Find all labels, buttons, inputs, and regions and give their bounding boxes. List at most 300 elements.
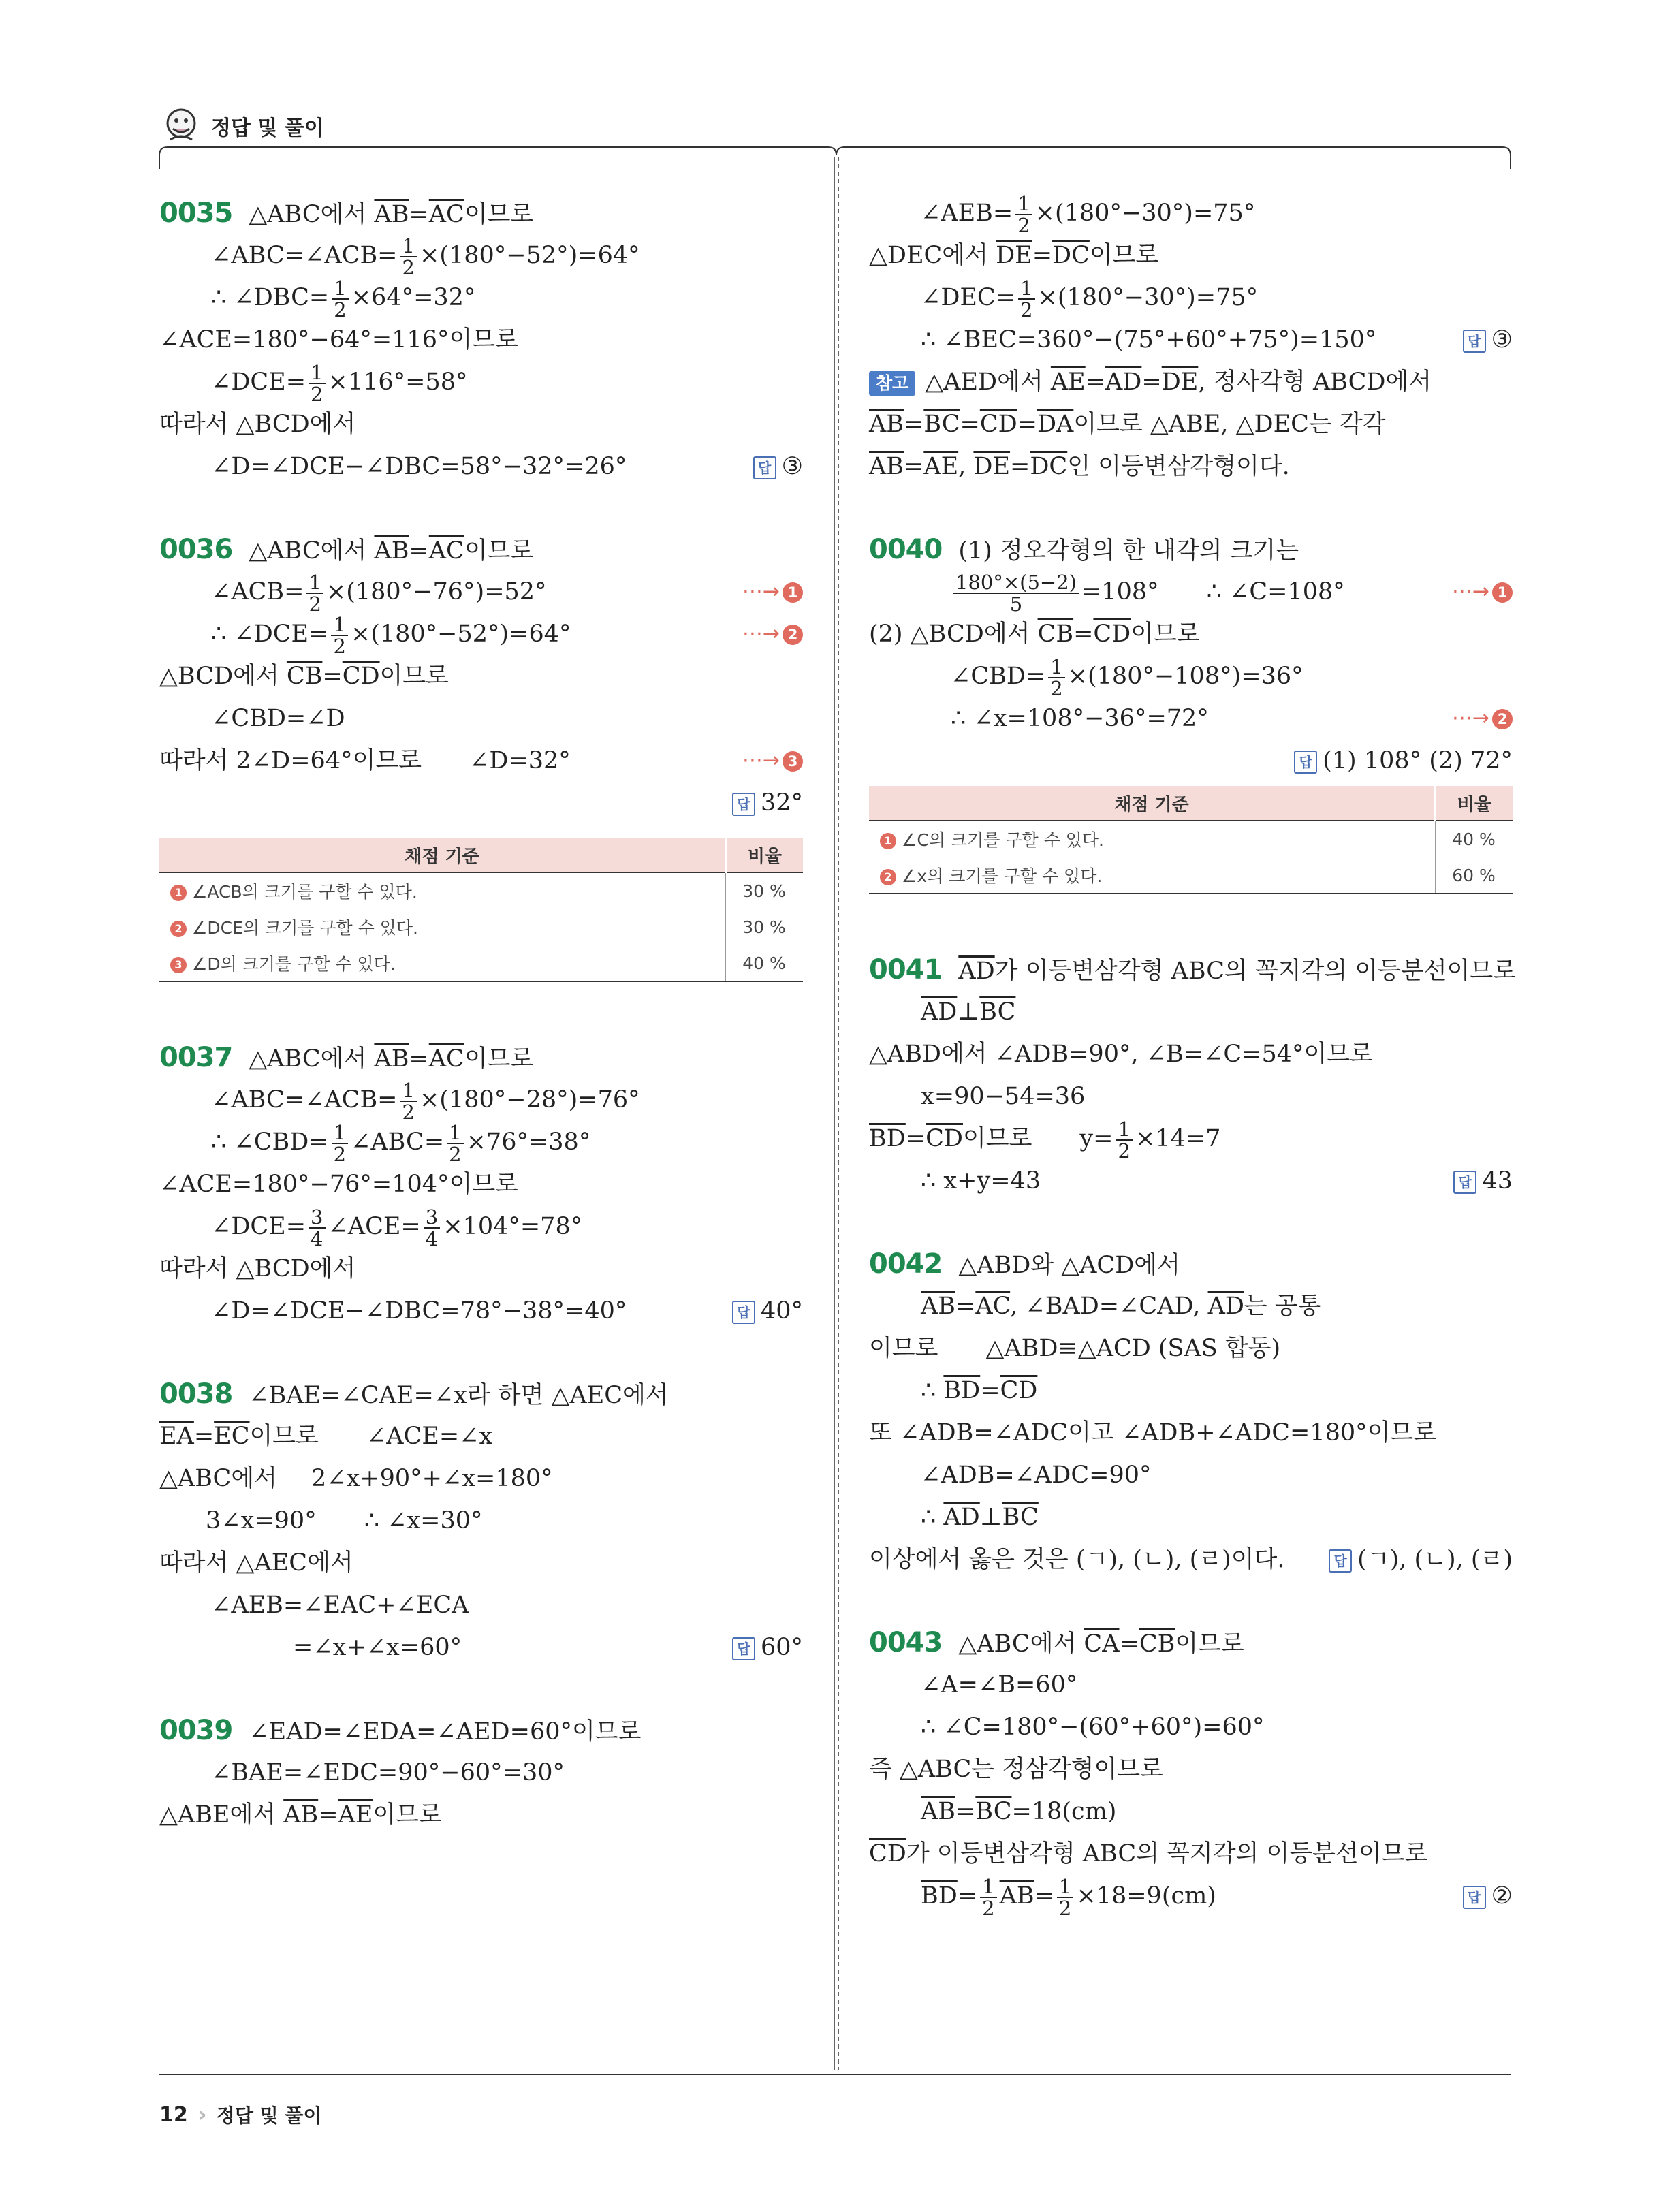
segment: $\overline{DA}$ [1037,411,1074,438]
text: △ABC에서 [249,201,375,228]
text: =108° [1081,578,1159,605]
segment: $\overline{DC}$ [1030,453,1068,480]
text: 이므로 [962,1125,1032,1152]
solution-line [159,1415,803,1457]
step-number: 2 [1492,709,1513,729]
fraction [400,1080,417,1122]
left-column [159,192,803,1836]
segment: $\overline{BC}$ [1002,1504,1039,1531]
spacer [869,1202,1513,1243]
text: = [1141,368,1162,396]
text: ∴ ∠x=108°−36°=72° [951,705,1209,732]
answer-value: 43 [1482,1167,1513,1195]
segment: $\overline{CA}$ [1084,1630,1120,1658]
fraction [1048,654,1064,700]
text: ∠ABC=∠ACB= [211,1086,398,1113]
table-row [159,909,803,945]
page-footer [159,2098,322,2132]
text: ∴ ∠x=30° [364,1507,483,1534]
numerator: 1 [306,572,323,594]
answer [732,782,803,824]
solution-line [869,991,1513,1033]
segment: $\overline{AB}$ [374,537,409,565]
text: ∠ABC= [351,1128,445,1156]
chevron-right-icon: › [197,2101,207,2128]
text: ∠ACE= [328,1213,421,1240]
solution-line: ∠ADB=∠ADC=90° [921,1462,1152,1489]
solution-line: ∠AEB=∠EAC+∠ECA [211,1592,469,1619]
segment: $\overline{DE}$ [1161,368,1199,396]
segment: $\overline{BC}$ [923,411,960,438]
denominator: 2 [1017,213,1030,237]
reference-note [869,403,1513,445]
step-number: 3 [170,957,187,973]
step-marker: ⋯→ 2 [1452,697,1513,740]
problem-number: 0037 [159,1042,233,1073]
fraction [309,362,325,405]
segment: $\overline{AD}$ [1207,1293,1244,1320]
step-number: 3 [783,751,803,772]
fraction [424,1207,440,1249]
text: = [904,453,924,480]
solution-line [159,1626,803,1669]
solution-line [869,1790,1513,1833]
answer-tag-icon: 답 [732,1301,755,1324]
numerator: 3 [424,1207,440,1229]
denominator: 2 [1058,1896,1072,1920]
table-cell: 30 % [726,909,804,945]
text: △AED에서 [925,368,1051,396]
answer [1453,1160,1513,1202]
reference-note [869,445,1513,488]
segment: $\overline{AE}$ [338,1801,373,1829]
spacer [159,996,803,1037]
text: ×76°=38° [466,1128,591,1156]
text: = [193,1423,215,1450]
solution-line [159,1205,803,1248]
solution-line: ∠BAE=∠EDC=90°−60°=30° [211,1759,565,1786]
text: △ABC에서 [958,1630,1084,1658]
table-cell: 30 % [726,872,804,909]
solution-line: ∴ ∠C=180°−(60°+60°)=60° [921,1713,1265,1741]
segment: $\overline{AE}$ [1050,368,1086,396]
step-number: 1 [783,582,803,603]
table-cell [159,872,726,909]
segment: $\overline{AC}$ [428,201,464,228]
problem-0040 [869,528,1513,894]
solution-line [869,570,1513,616]
solution-line [159,1037,803,1079]
segment: $\overline{CD}$ [342,663,380,690]
text: = [905,1125,926,1152]
text: ∠AEB= [921,200,1013,227]
text: = [1017,411,1037,438]
text: 이므로 [379,663,449,690]
answer-value: ③ [1491,326,1513,353]
character-mascot-icon [161,106,202,146]
segment: $\overline{BC}$ [975,1798,1012,1825]
problem-number: 0035 [159,198,233,229]
segment: $\overline{AD}$ [943,1504,980,1531]
footer-title: 정답 및 풀이 [216,2104,322,2127]
table-cell: 40 % [1436,821,1513,857]
segment: $\overline{BC}$ [979,998,1016,1026]
solution-line: ∠ACE=180°−64°=116°이므로 [159,326,518,353]
solution-line [869,1622,1513,1664]
text: △BCD에서 [159,663,287,690]
solution-line [869,319,1513,361]
segment: $\overline{CD}$ [1000,1377,1038,1404]
solution-line [159,655,803,697]
solution-line [869,1160,1513,1202]
answer-tag-icon: 답 [732,1637,755,1660]
text: ∴ ∠C=108° [1206,578,1345,605]
solution-line: ∠CBD=∠D [211,705,345,732]
fraction [1116,1119,1133,1161]
numerator: 1 [1116,1119,1133,1141]
segment: $\overline{AC}$ [975,1293,1011,1320]
text: = [980,1377,1000,1404]
text: ×(180°−30°)=75° [1034,200,1256,227]
solution-line [159,1457,803,1500]
problem-0038 [159,1373,803,1669]
answer [1463,1875,1513,1917]
fraction [1057,1876,1073,1918]
denominator: 2 [334,298,347,321]
text: = [318,1801,338,1829]
solution-line [159,1794,803,1836]
problem-0039 [159,1709,803,1836]
text: ∠ACE=∠x [366,1423,493,1450]
solution-line [159,1709,803,1752]
numerator: 1 [1057,1876,1073,1898]
solution-line [869,1285,1513,1327]
table-cell [159,945,726,982]
text: ∠D=32° [469,747,571,774]
step-number: 2 [783,625,803,645]
text: ∠ABC=∠ACB= [211,242,398,269]
solution-line: 즉 △ABC는 정삼각형이므로 [869,1756,1163,1783]
text: ∠D=∠DCE−∠DBC=58°−32°=26° [211,453,627,480]
page-header [161,102,324,150]
segment: $\overline{AB}$ [869,411,904,438]
text: △ABC에서 [249,537,375,565]
segment: $\overline{EA}$ [159,1423,194,1450]
table-row [869,857,1513,894]
problem-number: 0039 [159,1715,233,1746]
fraction [306,572,323,614]
step-number: 1 [880,833,896,849]
segment: $\overline{BD}$ [943,1377,981,1404]
fraction [309,1207,325,1249]
solution-line [869,1874,1513,1920]
text: , [958,453,974,480]
answer-value: 60° [760,1634,803,1661]
text: = [960,411,980,438]
solution-line [869,1833,1513,1875]
fraction [1015,193,1032,236]
denominator: 2 [1118,1139,1131,1163]
text: ×64°=32° [351,284,476,311]
segment: $\overline{CD}$ [869,1840,906,1867]
solution-line [869,276,1513,319]
solution-line [159,192,803,234]
text: = [409,537,429,565]
solution-line [869,697,1513,740]
solution-line [159,570,803,616]
spacer [869,1581,1513,1622]
segment: $\overline{AB}$ [374,201,409,228]
solution-line [159,276,803,319]
segment: $\overline{AD}$ [1105,368,1142,396]
criterion-text: ∠x의 크기를 구할 수 있다. [902,866,1103,886]
numerator: 1 [1048,657,1064,678]
solution-line [159,612,803,658]
solution-line [869,1117,1513,1163]
numerator: 1 [331,614,347,636]
text: ∴ x+y=43 [921,1167,1041,1195]
solution-line: 따라서 △BCD에서 [159,411,356,438]
text: = [322,663,343,690]
answer-tag-icon: 답 [1463,330,1486,353]
table-header: 비율 [726,838,804,872]
text: ×18=9(cm) [1076,1882,1216,1910]
segment: $\overline{CB}$ [286,663,323,690]
text: y= [1079,1125,1113,1152]
solution-line [869,740,1513,782]
right-column [869,191,1516,1920]
segment: $\overline{CD}$ [926,1125,963,1152]
text: = [1034,1882,1054,1910]
problem-0041 [869,949,1516,1202]
text: =18(cm) [1011,1798,1117,1825]
solution-line [869,613,1513,655]
denominator: 2 [982,1896,995,1920]
solution-line [159,1373,803,1415]
table-row [869,821,1513,857]
reference-note [869,361,1513,403]
text: = [1085,368,1106,396]
solution-line [159,1290,803,1332]
problem-0035 [159,192,803,488]
segment: $\overline{EC}$ [214,1423,250,1450]
segment: $\overline{BD}$ [869,1125,906,1152]
solution-line [159,1078,803,1124]
problem-0036 [159,528,803,982]
text: ×104°=78° [443,1213,583,1240]
solution-line [159,1120,803,1166]
segment: $\overline{AB}$ [921,1798,955,1825]
segment: $\overline{DE}$ [973,453,1011,480]
text: △ABD≡△ACD (SAS 합동) [985,1335,1281,1362]
numerator: 1 [332,1122,348,1144]
segment: $\overline{DE}$ [996,242,1032,269]
text: 가 이등변삼각형 ABC의 꼭지각의 이등분선이므로 [994,958,1516,985]
denominator: 4 [425,1227,439,1250]
criterion-text: ∠DCE의 크기를 구할 수 있다. [192,918,418,938]
text: = [1119,1630,1139,1658]
segment: $\overline{AB}$ [283,1801,319,1829]
scoring-table [869,786,1513,894]
spacer [159,488,803,528]
text: △ABE에서 [159,1801,284,1829]
solution-line [869,1243,1513,1285]
answer [1463,319,1513,361]
spacer [869,488,1513,528]
solution-line [869,191,1513,237]
reference-badge: 참고 [869,371,915,396]
problem-number: 0036 [159,534,233,565]
solution-line: ∠A=∠B=60° [921,1671,1078,1698]
segment: $\overline{AB}$ [921,1293,955,1320]
scoring-table [159,838,803,982]
table-header: 채점 기준 [869,786,1436,821]
answer-tag-icon: 답 [1463,1886,1486,1909]
fraction [332,1122,348,1165]
text: △ABD와 △ACD에서 [958,1252,1180,1279]
text: = [409,201,429,228]
text: ∴ ∠CBD= [211,1128,329,1156]
numerator: 1 [400,1080,417,1102]
problem-0042 [869,1243,1513,1581]
answer [753,445,803,488]
text: ×(180°−30°)=75° [1037,284,1259,311]
text: = [1032,242,1053,269]
table-cell: 60 % [1436,857,1513,894]
segment: $\overline{BD}$ [921,1882,958,1910]
problem-number: 0038 [159,1378,233,1410]
text: = [409,1045,429,1073]
criterion-text: ∠ACB의 크기를 구할 수 있다. [192,882,417,902]
text: 이므로 [869,1335,938,1362]
segment: $\overline{AD}$ [958,958,995,985]
segment: $\overline{AC}$ [428,537,464,565]
text: = [957,1882,978,1910]
text: ×116°=58° [328,368,468,396]
solution-line [869,234,1513,276]
text: ×(180°−108°)=36° [1067,663,1304,690]
text: = [955,1293,976,1320]
segment: $\overline{AB}$ [374,1045,409,1073]
denominator: 2 [1050,676,1063,700]
solution-line [159,360,803,406]
numerator: 3 [309,1207,325,1229]
problem-0037 [159,1037,803,1332]
segment: $\overline{AB}$ [999,1882,1034,1910]
segment: $\overline{CD}$ [979,411,1017,438]
segment: $\overline{CB}$ [1037,620,1074,648]
solution-line [159,740,803,782]
solution-line: 따라서 △AEC에서 [159,1549,353,1577]
denominator: 2 [333,634,346,658]
solution-line [159,234,803,279]
text: ×(180°−28°)=76° [419,1086,640,1113]
text: = [904,411,924,438]
problem-number: 0040 [869,534,943,565]
answer-tag-icon: 답 [1329,1549,1352,1573]
answer-value: 32° [760,789,803,817]
step-marker: ⋯→ 1 [742,571,803,613]
denominator: 5 [1009,592,1023,616]
text: 이므로 [1175,1630,1244,1658]
text: ∠DEC= [921,284,1016,311]
problem-0039-continued [869,192,1513,488]
fraction [400,236,417,278]
text: ∠ACB= [211,578,304,605]
fraction [953,572,1079,614]
text: = [1010,453,1030,480]
answer-tag-icon: 답 [732,793,755,816]
text: ⊥ [979,1504,1002,1531]
fraction [980,1876,996,1918]
problem-number: 0043 [869,1627,943,1658]
spacer [159,1332,803,1373]
answer [1329,1538,1513,1581]
text: = [1073,620,1094,648]
solution-line [159,782,803,824]
segment: $\overline{DC}$ [1052,242,1090,269]
denominator: 2 [333,1142,347,1166]
text: ∴ ∠DBC= [211,284,330,311]
step-number: 2 [170,921,187,937]
text: 이므로 [464,1045,534,1073]
numerator: 1 [332,278,348,300]
solution-line: x=90−54=36 [921,1083,1086,1110]
text: ∠EAD=∠EDA=∠AED=60°이므로 [249,1718,642,1745]
text: ∴ [921,1377,944,1404]
text: ∠DCE= [211,1213,306,1240]
text: 2∠x+90°+∠x=180° [311,1465,553,1492]
step-number: 1 [170,885,187,901]
table-cell: 40 % [726,945,804,982]
text: 이므로 [1089,242,1159,269]
problem-0043 [869,1622,1513,1920]
segment: $\overline{AC}$ [428,1045,464,1073]
text: ∴ [921,1504,944,1531]
denominator: 2 [402,255,415,279]
solution-line [869,1538,1513,1581]
text: (2) △BCD에서 [869,620,1038,648]
text: 이상에서 옳은 것은 (ㄱ), (ㄴ), (ㄹ)이다. [869,1546,1285,1573]
solution-line [159,528,803,571]
text: , ∠BAD=∠CAD, [1010,1293,1208,1320]
table-row [159,945,803,982]
text: ∴ ∠DCE= [211,620,329,648]
text: △ABC에서 [159,1465,277,1492]
solution-line: 따라서 △BCD에서 [159,1255,356,1282]
text: = [955,1798,976,1825]
solution-line: △ABD에서 ∠ADB=90°, ∠B=∠C=54°이므로 [869,1041,1373,1068]
solution-line [869,949,1516,991]
answer [732,1626,803,1669]
problem-number: 0042 [869,1248,943,1280]
solution-line [869,1327,1513,1370]
table-cell [869,857,1436,894]
text: 3∠x=90° [206,1507,317,1534]
text: (1) 정오각형의 한 내각의 크기는 [958,537,1299,565]
segment: $\overline{AE}$ [923,453,959,480]
numerator: 1 [980,1876,996,1898]
step-marker: ⋯→ 1 [1452,571,1513,613]
denominator: 2 [1020,298,1033,321]
fraction [1018,278,1034,320]
text: ∠DCE= [211,368,306,396]
numerator: 1 [1015,193,1032,215]
solution-line [869,528,1513,571]
table-header: 채점 기준 [159,838,726,872]
header-title: 정답 및 풀이 [211,116,324,140]
problem-number: 0041 [869,954,943,985]
